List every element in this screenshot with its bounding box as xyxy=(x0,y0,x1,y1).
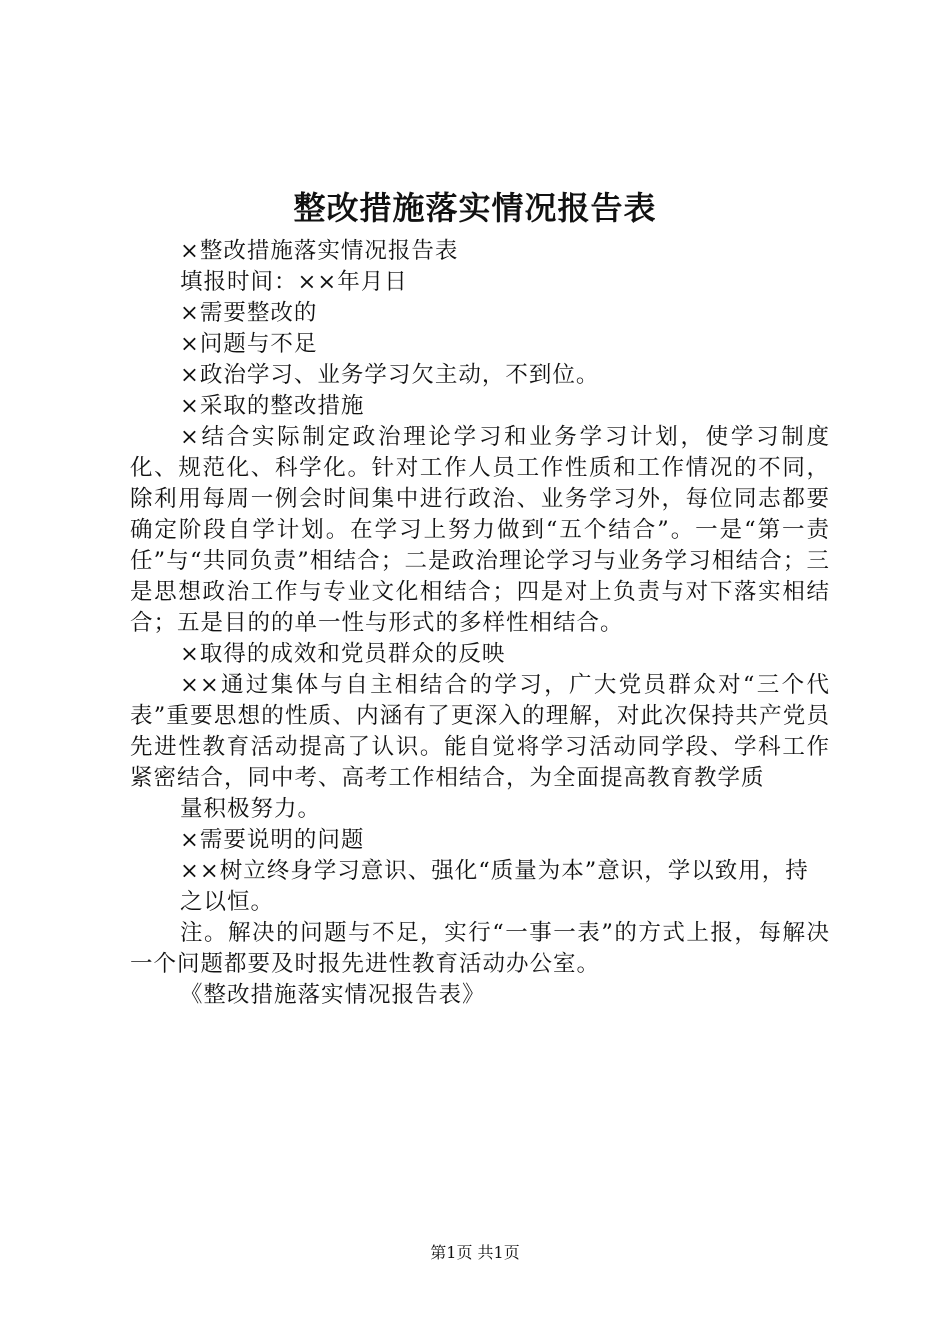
document-title: 整改措施落实情况报告表 xyxy=(293,189,657,227)
paragraph-need-rectify: ×需要整改的 xyxy=(180,300,318,326)
page-footer: 第1页 共1页 xyxy=(430,1243,520,1262)
paragraph-results-heading: ×取得的成效和党员群众的反映 xyxy=(180,641,506,667)
paragraph-measures-body: ×结合实际制定政治理论学习和业务学习计划，使学习制度化、规范化、科学化。针对工作人员工作性质和工作情况的不同，除利用每周一例会时间集中进行政治、业务学习外，每位同志都要确定阶段自学计划。在学习上努力做到“五个结合”。一是“第一责任”与“共同负责”相结合；二是政治理论学习与业务学习相结合；三是思想政治工作与专业文化相结合；四是对上负责与对下落实相结合；五是目的的单一性与形式的多样性相结合。 xyxy=(130,424,830,636)
paragraph-explain-continued: 之以恒。 xyxy=(180,889,275,915)
paragraph-note: 注。解决的问题与不足，实行“一事一表”的方式上报，每解决一个问题都要及时报先进性教育活动办公室。 xyxy=(130,920,830,977)
document-body xyxy=(130,236,830,1011)
paragraph-problems-heading: ×问题与不足 xyxy=(180,331,318,357)
paragraph-explain-body: ××树立终身学习意识、强化“质量为本”意识，学以致用，持 xyxy=(180,858,809,884)
paragraph-results-continued: 量积极努力。 xyxy=(180,796,322,822)
paragraph-form-name: ×整改措施落实情况报告表 xyxy=(180,238,459,264)
paragraph-problem-item: ×政治学习、业务学习欠主动，不到位。 xyxy=(180,362,600,388)
paragraph-form-reference: 《整改措施落实情况报告表》 xyxy=(180,982,486,1008)
paragraph-measures-heading: ×采取的整改措施 xyxy=(180,393,365,419)
paragraph-results-body: ××通过集体与自主相结合的学习，广大党员群众对“三个代表”重要思想的性质、内涵有了更深入的理解，对此次保持共产党员先进性教育活动提高了认识。能自觉将学习活动同学段、学科工作紧密结合，同中考、高考工作相结合，为全面提高教育教学质 xyxy=(130,672,830,791)
paragraph-fill-date: 填报时间：××年月日 xyxy=(180,269,408,295)
paragraph-explain-heading: ×需要说明的问题 xyxy=(180,827,365,853)
